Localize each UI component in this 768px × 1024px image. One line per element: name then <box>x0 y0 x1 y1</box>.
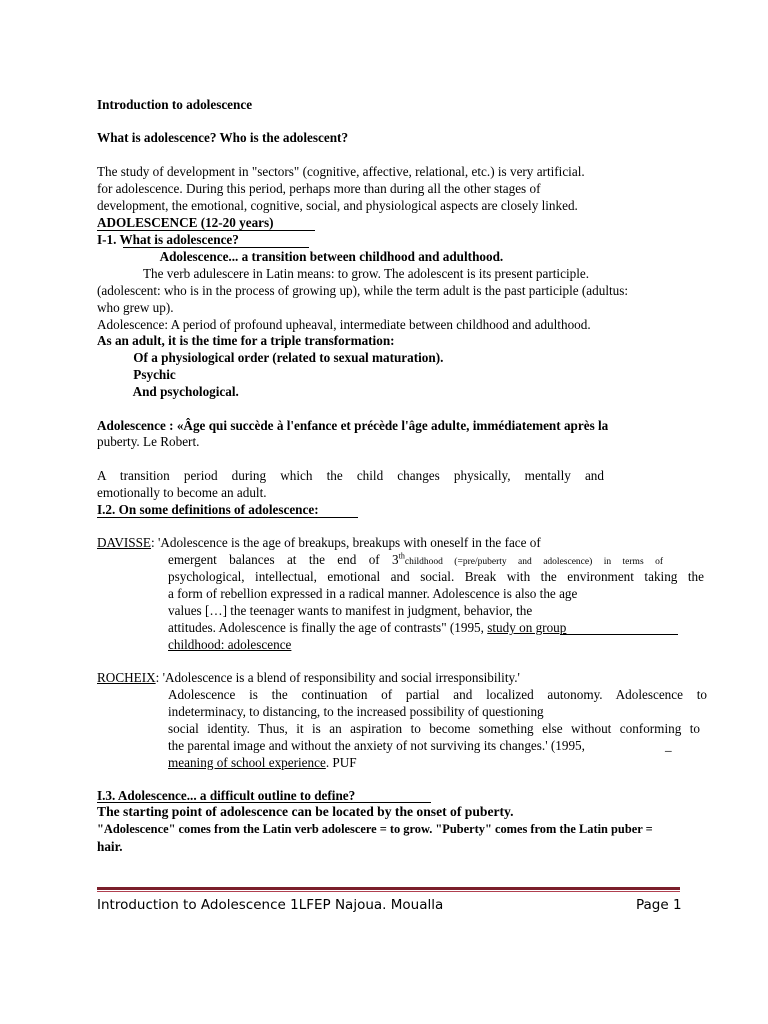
intro-line-2: for adolescence. During this period, perhaps more than during all the other stages of <box>97 181 541 196</box>
davisse-line-6: attitudes. Adolescence is finally the age of contrasts" (1995, study on group <box>168 620 567 635</box>
s1-adult: As an adult, it is the time for a triple transformation: <box>97 333 395 348</box>
french-definition: Adolescence : «Âge qui succède à l'enfance et précède l'âge adulte, immédiatement après la <box>97 418 609 433</box>
list-item: Of a physiological order (related to sexual maturation). <box>133 350 444 365</box>
doc-question: What is adolescence? Who is the adolescent? <box>97 130 349 145</box>
s3-line-3: hair. <box>97 839 123 854</box>
list-item: And psychological. <box>132 384 239 399</box>
s1-definition: Adolescence: A period of profound upheaval, intermediate between childhood and adulthood. <box>97 317 591 332</box>
s1-para-line-2: (adolescent: who is in the process of growing up), while the term adult is the past participle (adultus: <box>97 283 629 298</box>
transition-line-1: A transition period during which the child changes physically, mentally and <box>97 468 604 483</box>
page-number: Page 1 <box>636 897 682 913</box>
french-definition-tail: puberty. Le Robert. <box>97 434 200 449</box>
s1-para-line-3: who grew up). <box>97 300 174 315</box>
footer-rule-thin <box>97 891 680 892</box>
davisse-line-4: a form of rebellion expressed in a radical manner. Adolescence is also the age <box>168 586 578 601</box>
s1-heading: I-1. What is adolescence? <box>97 232 239 247</box>
footer-left: Introduction to Adolescence 1LFEP Najoua. Moualla <box>97 897 444 913</box>
list-item: Psychic <box>133 367 176 382</box>
doc-title: Introduction to adolescence <box>97 97 253 112</box>
davisse-line-1: DAVISSE: 'Adolescence is the age of breakups, breakups with oneself in the face of <box>97 535 541 550</box>
davisse-line-7: childhood: adolescence <box>168 637 292 652</box>
section-heading: ADOLESCENCE (12-20 years) <box>97 215 274 230</box>
s1-bullet-text: Adolescence... a transition between childhood and adulthood. <box>159 249 504 264</box>
s3-line-2: "Adolescence" comes from the Latin verb adolescere = to grow. "Puberty" comes from the Latin puber = <box>97 822 653 836</box>
intro-line-1: The study of development in "sectors" (cognitive, affective, relational, etc.) is very artificial. <box>97 164 585 179</box>
s2-heading: I.2. On some definitions of adolescence: <box>97 502 319 517</box>
author-rocheix: ROCHEIX <box>97 670 156 685</box>
davisse-line-5: values […] the teenager wants to manifest in judgment, behavior, the <box>168 603 533 618</box>
transition-line-2: emotionally to become an adult. <box>97 485 267 500</box>
s3-line-1: The starting point of adolescence can be located by the onset of puberty. <box>97 804 514 819</box>
intro-line-3: development, the emotional, cognitive, social, and physiological aspects are closely linked. <box>97 198 578 213</box>
rocheix-line-4: social identity. Thus, it is an aspiration to become something else without conforming to <box>168 721 700 736</box>
s3-heading: I.3. Adolescence... a difficult outline to define? <box>97 788 356 803</box>
rocheix-line-3: indeterminacy, to distancing, to the increased possibility of questioning <box>168 704 544 719</box>
s1-bullet <box>145 248 503 265</box>
rocheix-line-5: the parental image and without the anxiety of not surviving its changes.' (1995, <box>168 738 585 753</box>
s2-heading-underline <box>97 517 358 518</box>
rocheix-line-6: meaning of school experience. PUF <box>168 755 357 770</box>
davisse-underline-fill <box>560 634 678 635</box>
rocheix-line-1: ROCHEIX: 'Adolescence is a blend of responsibility and social irresponsibility.' <box>97 670 520 685</box>
davisse-line-2: emergent balances at the end of 3thchildhood (=pre/puberty and adolescence) in terms of <box>168 551 663 567</box>
davisse-line-3: psychological, intellectual, emotional and social. Break with the environment taking the <box>168 569 704 584</box>
rocheix-mark: _ <box>665 738 672 753</box>
footer-rule <box>97 887 680 890</box>
rocheix-line-2: Adolescence is the continuation of partial and localized autonomy. Adolescence to <box>168 687 707 702</box>
s1-para-line-1: The verb adulescere in Latin means: to grow. The adolescent is its present participle. <box>143 266 590 281</box>
author-davisse: DAVISSE <box>97 535 151 550</box>
